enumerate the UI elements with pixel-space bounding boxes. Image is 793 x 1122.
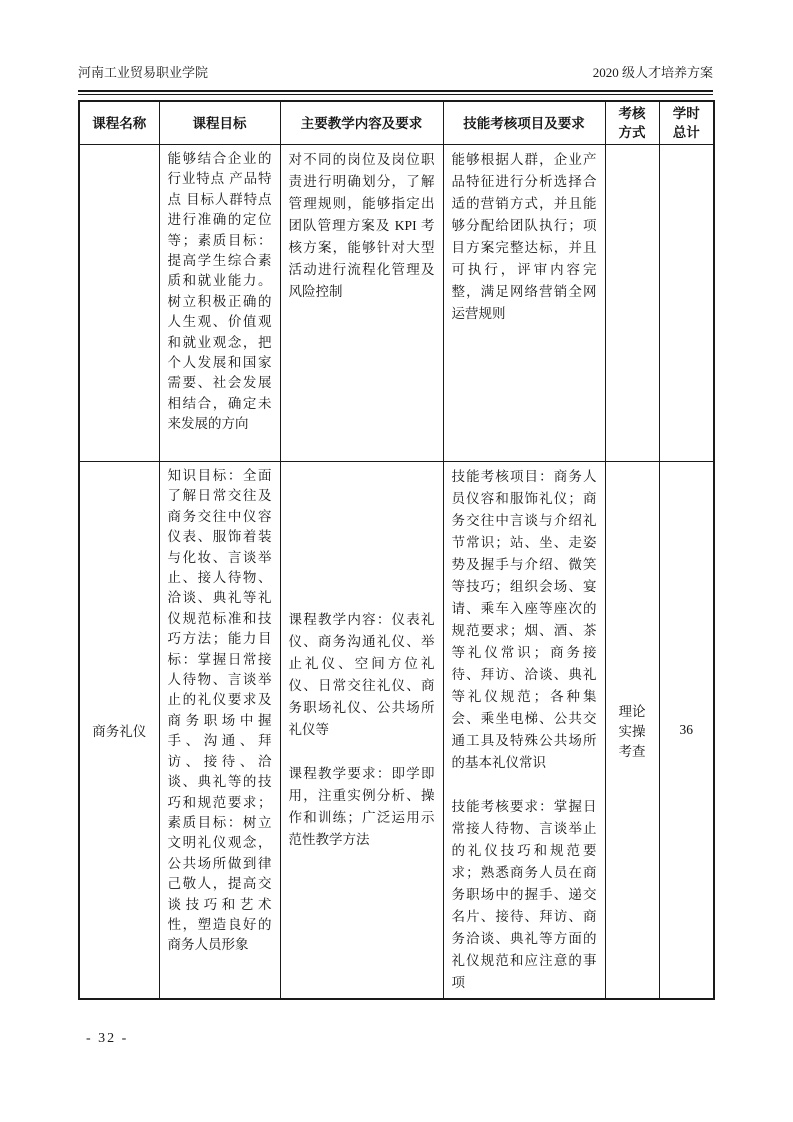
- cell-total-hours: 36: [659, 462, 714, 1000]
- cell-course-name: [79, 145, 159, 462]
- cell-assessment-method: [605, 462, 659, 1000]
- assessment-items-paragraph: 技能考核项目：商务人员仪容和服饰礼仪；商务交往中言谈与介绍礼节常识；站、坐、走姿势及握手与介绍、微笑等技巧；组织会场、宴请、乘车入座等座次的规范要求；烟、酒、茶等礼仪常识；商务接待、拜访、洽谈、典礼等礼仪规范；各种集会、乘坐电梯、公共交通工具及特殊公共场所的基本礼仪常识: [451, 469, 597, 770]
- teaching-requirements-paragraph: 课程教学要求：即学即用，注重实例分析、操作和训练；广泛运用示范性教学方法: [288, 766, 435, 847]
- school-name: 河南工业贸易职业学院: [78, 65, 209, 80]
- plan-title: 2020 级人才培养方案: [592, 65, 713, 80]
- table-row: [79, 145, 714, 462]
- col-header-skill-assessment: 技能考核项目及要求: [443, 101, 605, 145]
- header-divider: [78, 90, 713, 95]
- col-header-assessment-method-label: 考核方式: [618, 106, 646, 140]
- page-header: [78, 64, 713, 82]
- cell-skill-assessment: 能够根据人群，企业产品特征进行分析选择合适的营销方式，并且能够分配给团队执行；项目方案完整达标，并且可执行，评审内容完整，满足网络营销全网运营规则: [443, 145, 605, 462]
- assessment-method-label: 理论实操考查: [618, 704, 646, 759]
- table-body: [79, 145, 714, 1000]
- col-header-teaching-content: 主要教学内容及要求: [280, 101, 443, 145]
- cell-teaching-content: 对不同的岗位及岗位职责进行明确划分，了解管理规则，能够指定出团队管理方案及 KPI 考核方案，能够针对大型活动进行流程化管理及风险控制: [280, 145, 443, 462]
- table-header: [79, 101, 714, 145]
- cell-course-objectives: 能够结合企业的行业特点 产品特点 目标人群特点 进行准确的定位等；素质目标：提高学生综合素质和就业能力。树立积极正确的人生观、价值观和就业观念，把个人发展和国家需要、社会发展相结合，确定未来发展的方向: [159, 145, 280, 462]
- col-header-total-hours-label: 学时总计: [672, 106, 700, 140]
- cell-total-hours: [659, 145, 714, 462]
- course-table: [78, 100, 715, 1000]
- col-header-assessment-method: [605, 101, 659, 145]
- cell-skill-assessment: [443, 462, 605, 1000]
- col-header-course-name: 课程名称: [79, 101, 159, 145]
- assessment-requirements-paragraph: 技能考核要求：掌握日常接人待物、言谈举止的礼仪技巧和规范要求；熟悉商务人员在商务职场中的握手、递交名片、接待、拜访、商务洽谈、典礼等方面的礼仪规范和应注意的事项: [451, 799, 597, 990]
- header-row: [79, 101, 714, 145]
- col-header-total-hours: [659, 101, 714, 145]
- table-row: [79, 462, 714, 1000]
- cell-course-name: 商务礼仪: [79, 462, 159, 1000]
- page-number: - 32 -: [86, 1031, 129, 1046]
- cell-course-objectives: 知识目标：全面了解日常交往及商务交往中仪容仪表、服饰着装与化妆、言谈举止、接人待物、洽谈、典礼等礼仪规范标准和技巧方法；能力目标：掌握日常接人待物、言谈举止的礼仪要求及商务职场中握手、沟通、拜访、接待、洽谈、典礼等的技巧和规范要求；素质目标：树立文明礼仪观念，公共场所做到律己敬人，提高交谈技巧和艺术性，塑造良好的商务人员形象: [159, 462, 280, 1000]
- teaching-content-paragraph: 课程教学内容：仪表礼仪、商务沟通礼仪、举止礼仪、空间方位礼仪、日常交往礼仪、商务职场礼仪、公共场所礼仪等: [288, 612, 435, 737]
- cell-assessment-method: [605, 145, 659, 462]
- col-header-objectives: 课程目标: [159, 101, 280, 145]
- cell-teaching-content: [280, 462, 443, 1000]
